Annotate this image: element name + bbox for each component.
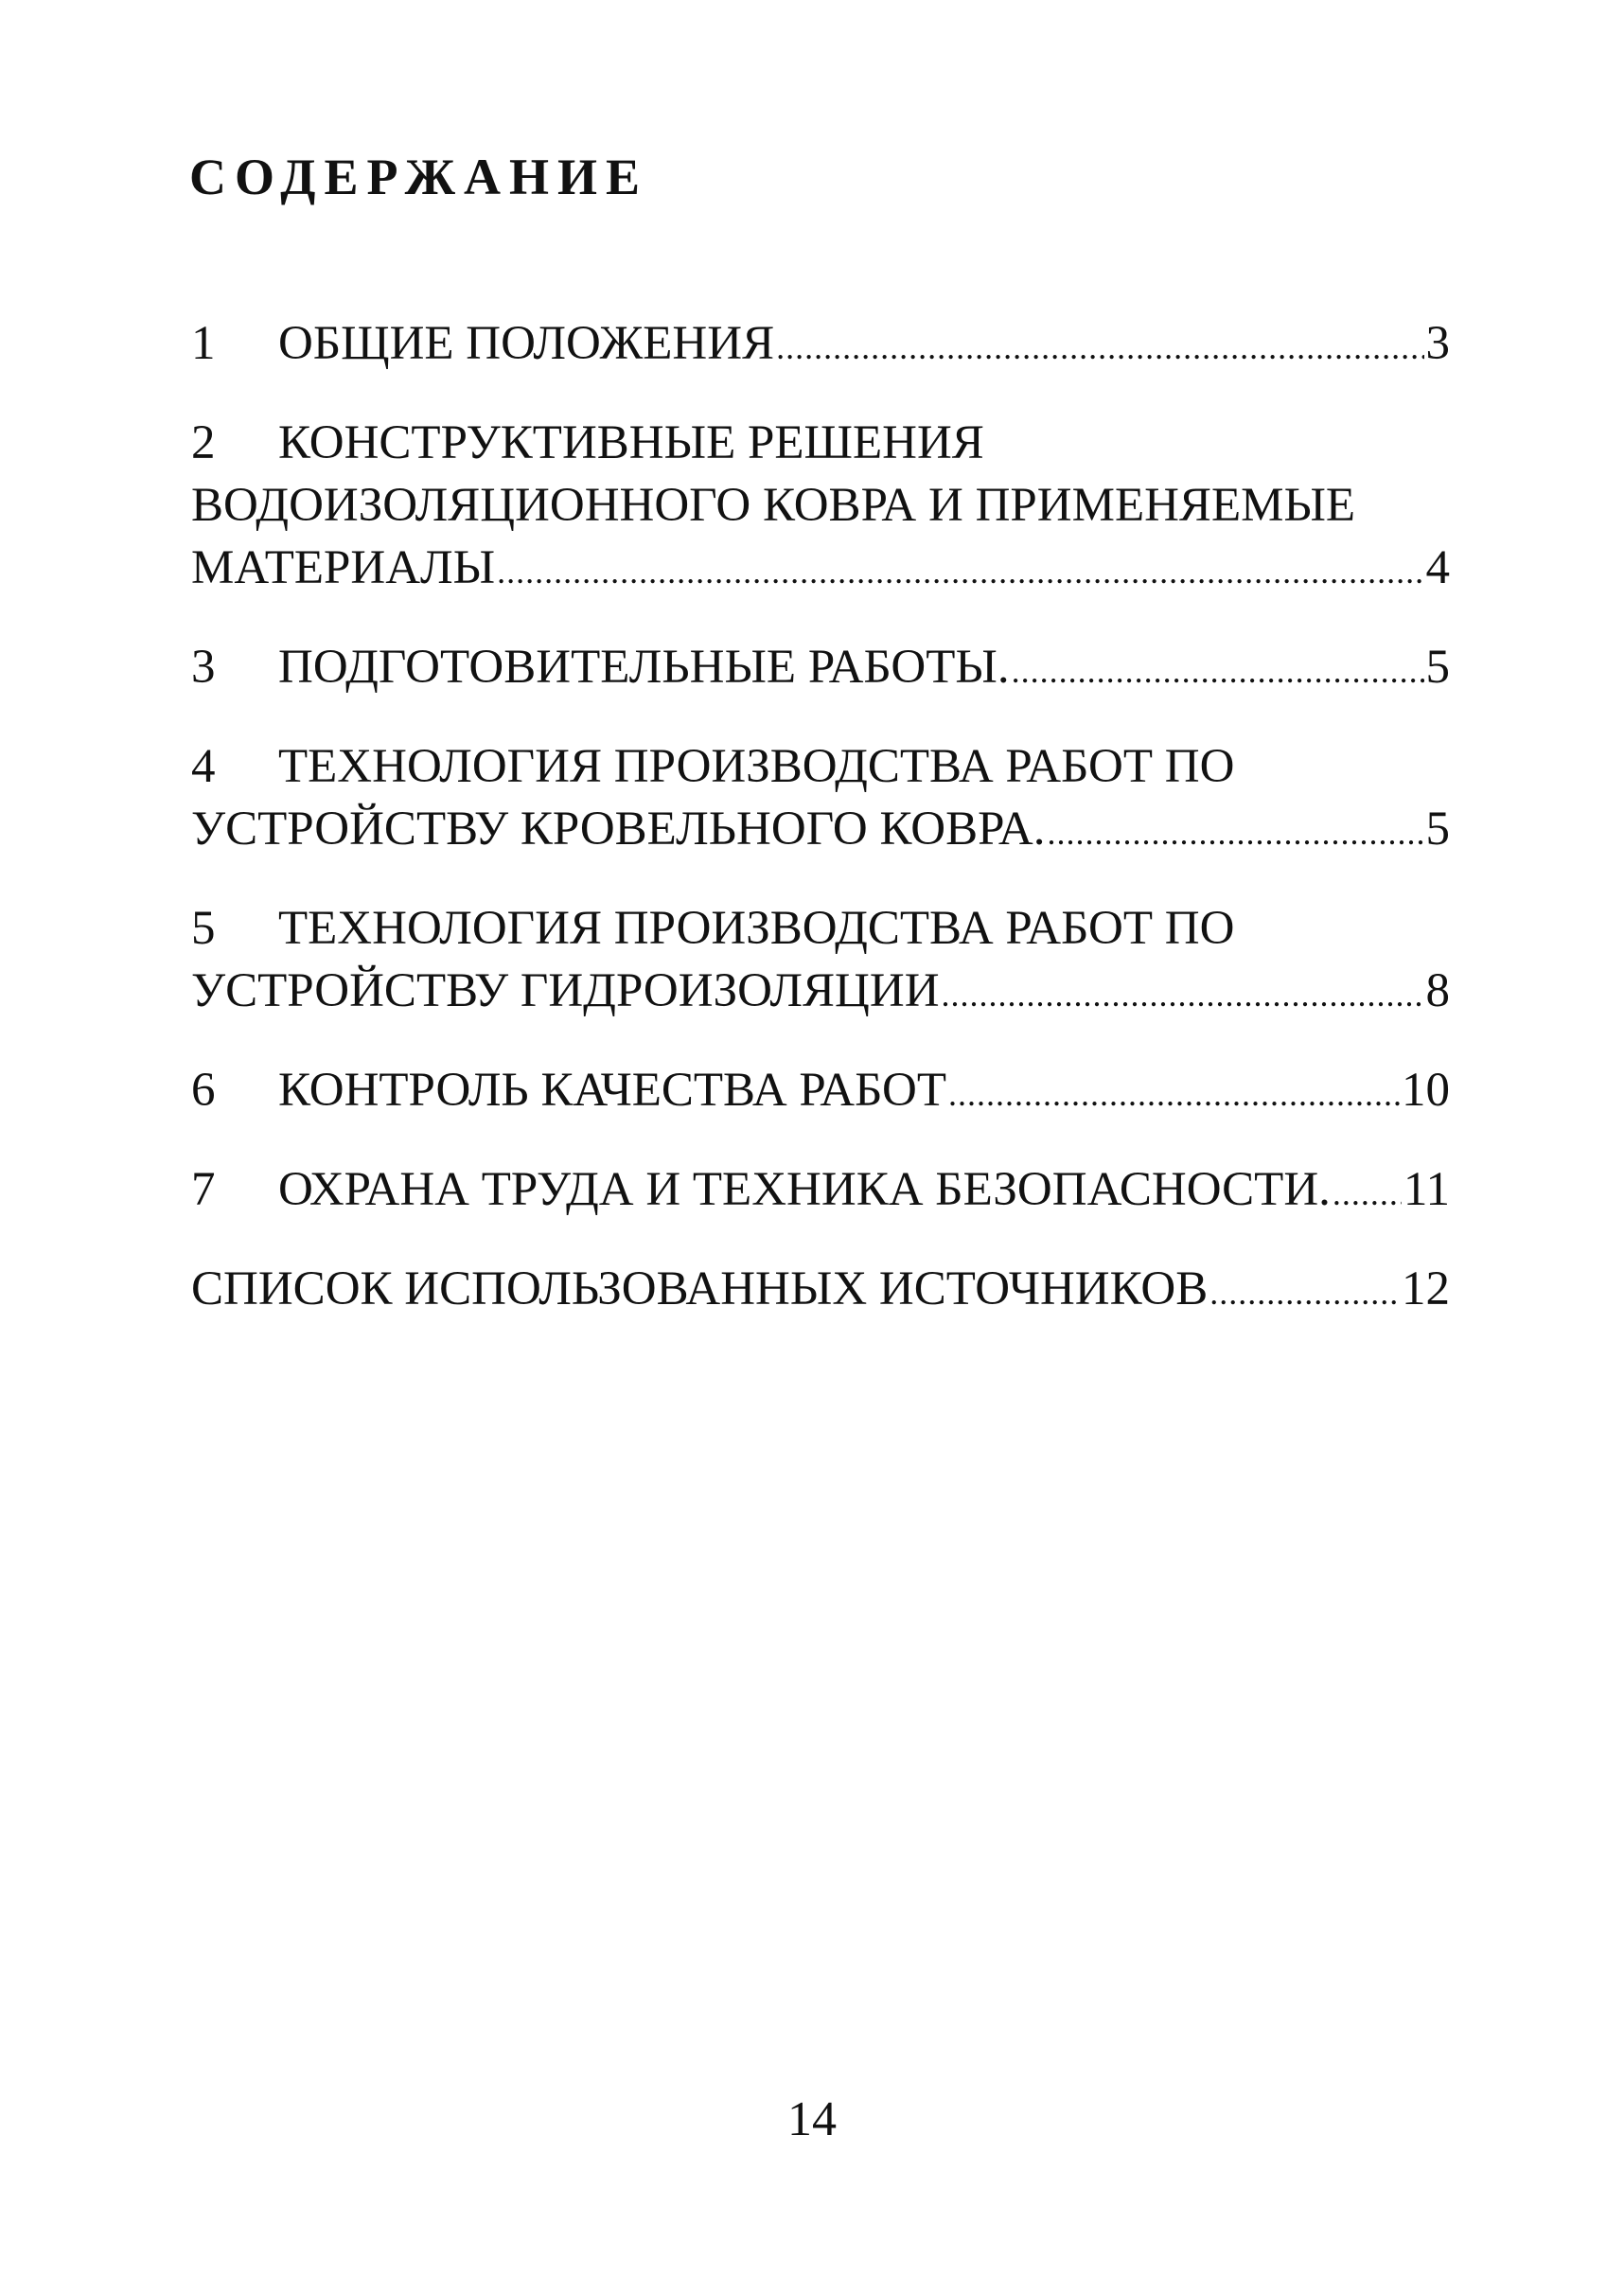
toc-title: СПИСОК ИСПОЛЬЗОВАННЫХ ИСТОЧНИКОВ	[191, 1262, 1209, 1315]
toc-leader-dots	[497, 540, 1423, 603]
table-of-contents	[191, 312, 1450, 1357]
toc-line	[191, 636, 1450, 702]
toc-page-number: 5	[1425, 641, 1450, 694]
toc-title: ТЕХНОЛОГИЯ ПРОИЗВОДСТВА РАБОТ ПО	[278, 740, 1235, 793]
toc-line-text	[191, 1059, 946, 1121]
toc-number: 5	[191, 902, 216, 955]
toc-page-number: 8	[1425, 964, 1450, 1017]
toc-line: ВОДОИЗОЛЯЦИОННОГО КОВРА И ПРИМЕНЯЕМЫЕ	[191, 479, 1356, 532]
toc-leader-dots	[1048, 802, 1424, 864]
toc-number: 6	[191, 1064, 216, 1117]
toc-line	[191, 412, 1450, 474]
toc-entry[interactable]	[191, 1059, 1450, 1125]
toc-title: ОБЩИЕ ПОЛОЖЕНИЯ	[278, 317, 775, 370]
page-number: 14	[787, 2092, 837, 2146]
toc-number: 1	[191, 317, 216, 370]
toc-page-number: 11	[1403, 1163, 1450, 1216]
toc-title: КОНСТРУКТИВНЫЕ РЕШЕНИЯ	[278, 416, 984, 469]
toc-page-number: 5	[1425, 803, 1450, 856]
toc-title: ОХРАНА ТРУДА И ТЕХНИКА БЕЗОПАСНОСТИ.	[278, 1163, 1331, 1216]
toc-line-text: УСТРОЙСТВУ ГИДРОИЗОЛЯЦИИ	[191, 964, 940, 1017]
toc-leader-dots	[942, 963, 1424, 1026]
toc-line	[191, 798, 1450, 864]
toc-leader-dots	[1012, 640, 1424, 702]
toc-page-number: 12	[1402, 1262, 1450, 1315]
toc-line	[191, 735, 1450, 798]
toc-title: ПОДГОТОВИТЕЛЬНЫЕ РАБОТЫ.	[278, 641, 1010, 694]
toc-line-text	[191, 636, 1010, 698]
toc-number: 2	[191, 416, 216, 469]
toc-leader-dots	[1209, 1262, 1400, 1324]
toc-entry[interactable]	[191, 1158, 1450, 1225]
toc-line-text: УСТРОЙСТВУ КРОВЕЛЬНОГО КОВРА.	[191, 803, 1046, 856]
toc-line	[191, 1258, 1450, 1324]
toc-line	[191, 897, 1450, 960]
toc-line	[191, 1059, 1450, 1125]
toc-line	[191, 312, 1450, 379]
toc-leader-dots	[1333, 1162, 1402, 1225]
toc-entry-references[interactable]	[191, 1258, 1450, 1324]
toc-number: 4	[191, 740, 216, 793]
toc-entry[interactable]	[191, 312, 1450, 379]
toc-number: 7	[191, 1163, 216, 1216]
toc-line	[191, 1158, 1450, 1225]
toc-line	[191, 960, 1450, 1026]
toc-leader-dots	[776, 316, 1423, 379]
toc-title: КОНТРОЛЬ КАЧЕСТВА РАБОТ	[278, 1064, 947, 1117]
toc-entry[interactable]	[191, 735, 1450, 864]
toc-entry[interactable]	[191, 636, 1450, 702]
page-title: СОДЕРЖАНИЕ	[189, 149, 648, 205]
toc-page-number: 3	[1425, 317, 1450, 370]
toc-entry[interactable]	[191, 412, 1450, 603]
toc-line-text	[191, 312, 774, 375]
toc-line-text: МАТЕРИАЛЫ	[191, 541, 496, 594]
toc-title: ТЕХНОЛОГИЯ ПРОИЗВОДСТВА РАБОТ ПО	[278, 902, 1235, 955]
toc-page-number: 4	[1425, 541, 1450, 594]
toc-entry[interactable]	[191, 897, 1450, 1026]
toc-number: 3	[191, 641, 216, 694]
toc-line-text	[191, 1158, 1331, 1221]
toc-page-number: 10	[1402, 1064, 1450, 1117]
toc-leader-dots	[948, 1063, 1400, 1125]
toc-line	[191, 537, 1450, 603]
